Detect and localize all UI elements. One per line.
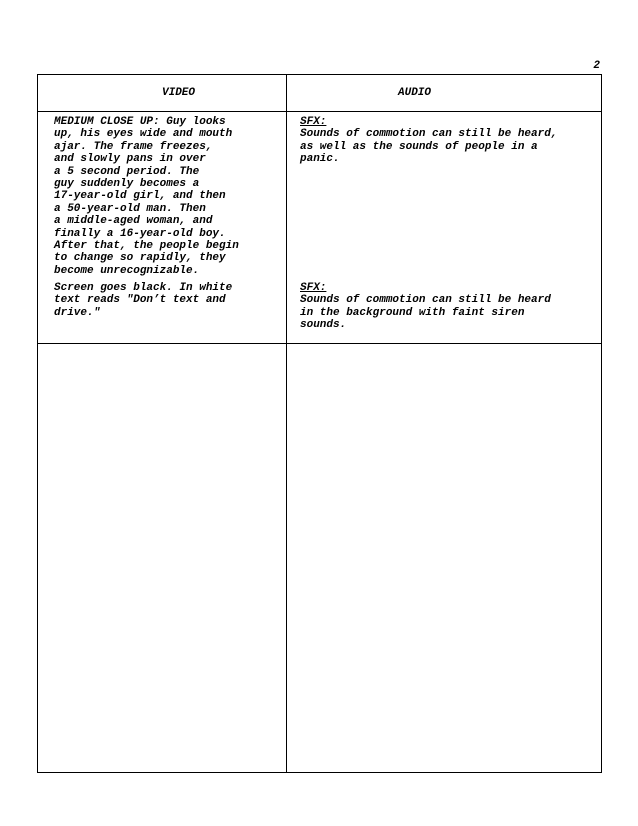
row-divider xyxy=(38,343,601,344)
video-header: VIDEO xyxy=(162,87,196,99)
scene-2-audio: Sounds of commotion can still be heard in the background with faint siren sounds. xyxy=(300,294,551,332)
header-divider xyxy=(38,111,601,112)
column-divider xyxy=(286,75,287,772)
scene-2-video: Screen goes black. In white text reads "Don’t text and drive." xyxy=(54,282,233,319)
page-number: 2 xyxy=(593,60,600,72)
scene-1-audio: Sounds of commotion can still be heard, as well as the sounds of people in a panic. xyxy=(300,128,558,166)
scene-1-video: MEDIUM CLOSE UP: Guy looks up, his eyes wide and mouth ajar. The frame freezes, and slowly pans in over a 5 second period. The guy suddenly becomes a 17-year-old girl, and then a 50-year-old man. Then a middle-aged woman, and finally a 16-year-old boy. After that, the people begin to change so rapidly, they become unrecognizable. xyxy=(54,116,239,277)
script-table xyxy=(37,74,602,773)
audio-header: AUDIO xyxy=(398,87,432,99)
scene-1-sfx-label: SFX: xyxy=(300,116,327,128)
scene-2-sfx-label: SFX: xyxy=(300,282,327,294)
